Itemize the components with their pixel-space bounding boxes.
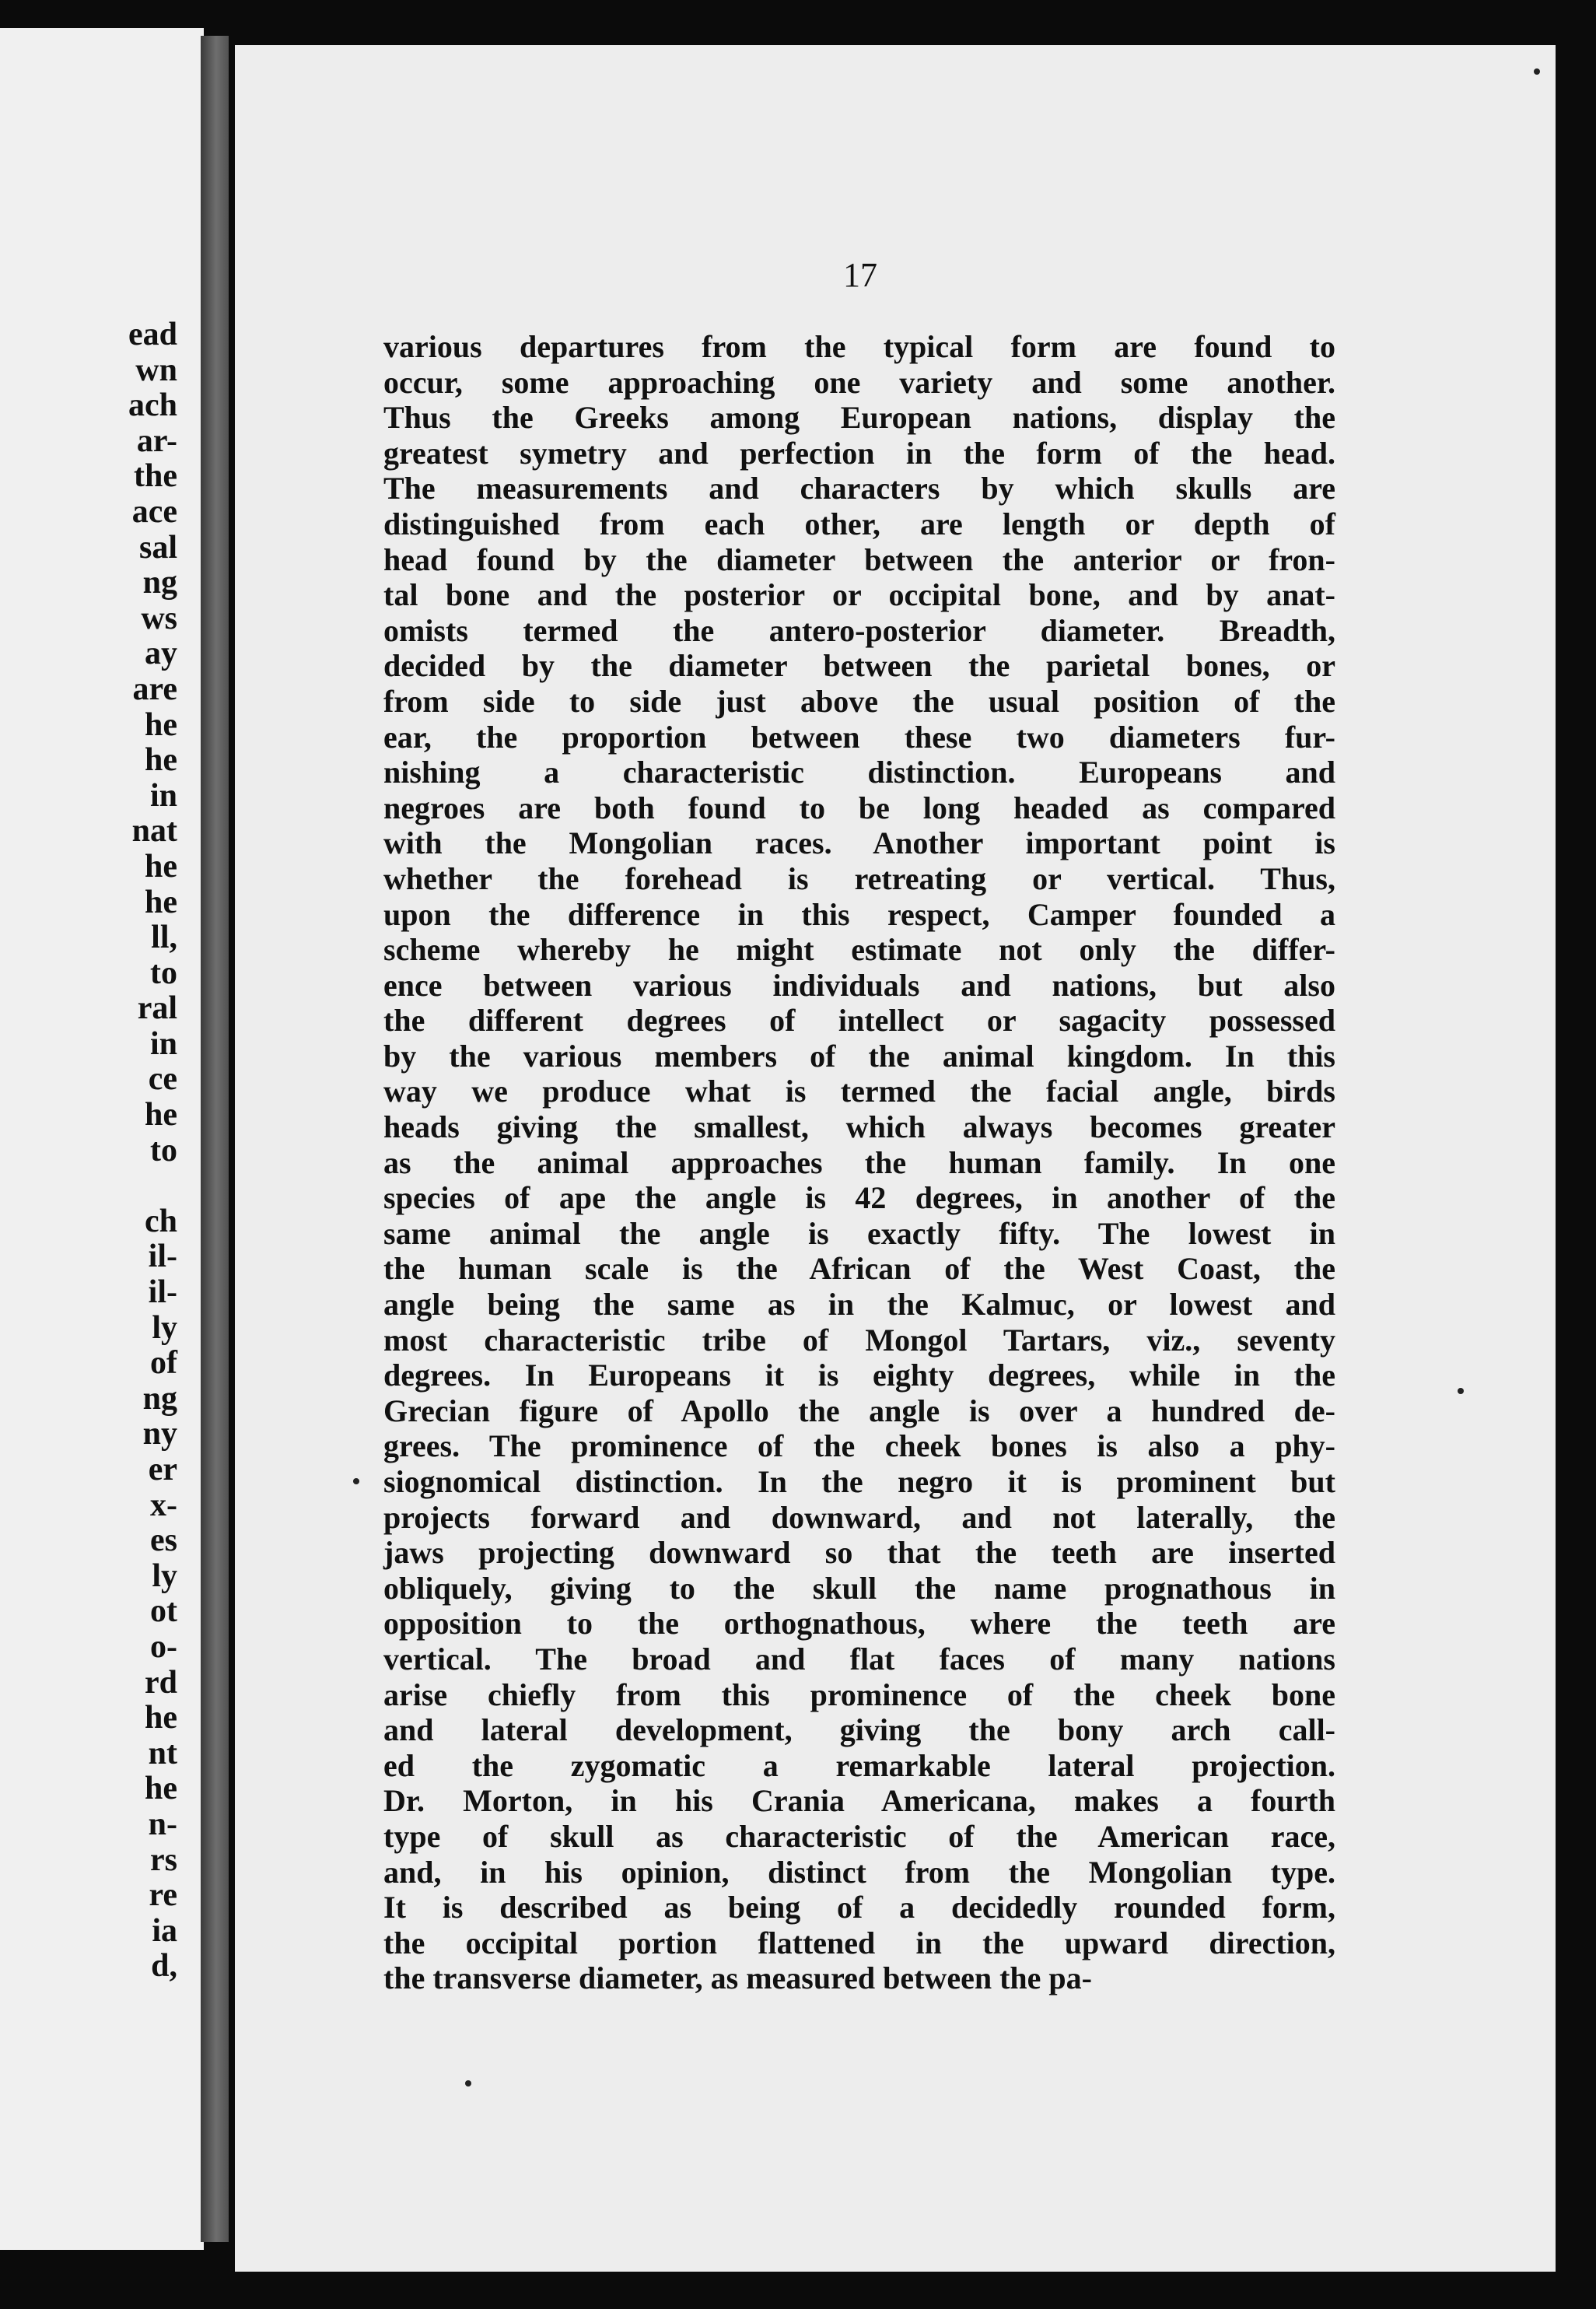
left-fragment: nat [131,813,177,850]
left-fragment: are [132,671,177,707]
text-line: the human scale is the African of the West Coast, the [383,1251,1335,1287]
left-fragment: ws [141,600,177,636]
text-line: distinguished from each other, are length or depth of [383,506,1335,541]
text-line: tal bone and the posterior or occipital bone, and by anat- [383,577,1335,613]
left-fragment: ace [131,493,177,530]
left-fragment: rs [150,1841,177,1878]
text-line: The measurements and characters by which skulls are [383,471,1335,506]
text-line: from side to side just above the usual position of the [383,683,1335,719]
left-fragment: ach [128,387,177,424]
left-fragment: rd [145,1664,177,1701]
left-fragment: ia [152,1912,177,1949]
left-fragment: ly [152,1309,177,1346]
left-fragment: ot [150,1593,177,1630]
text-line: the different degrees of intellect or sagacity possessed [383,1003,1335,1039]
text-line: same animal the angle is exactly fifty. The lowest in [383,1215,1335,1251]
left-fragment: es [150,1522,177,1559]
left-fragment: sal [138,529,177,566]
text-line: angle being the same as in the Kalmuc, or lowest and [383,1287,1335,1323]
text-line: occur, some approaching one variety and some another. [383,364,1335,400]
speck [1534,68,1540,75]
text-line: Grecian figure of Apollo the angle is over a hundred de- [383,1393,1335,1428]
text-line: omists termed the antero-posterior diameter. Breadth, [383,612,1335,648]
left-fragment: il- [148,1274,177,1311]
text-line: Dr. Morton, in his Crania Americana, makes a fourth [383,1783,1335,1819]
left-fragment: re [149,1877,177,1914]
left-fragment: ce [148,1061,177,1098]
text-line: ed the zygomatic a remarkable lateral projection. [383,1747,1335,1783]
left-fragment: ll, [151,920,177,956]
left-fragment: he [145,1097,177,1133]
left-fragment: ar- [136,422,177,459]
text-line: whether the forehead is retreating or vertical. Thus, [383,860,1335,896]
text-line: various departures from the typical form are found to [383,329,1335,364]
left-fragment: n- [148,1806,177,1842]
left-fragment: he [145,848,177,885]
body-text [383,329,1335,1996]
left-fragment: ng [142,1380,177,1417]
text-line: ence between various individuals and nations, but also [383,967,1335,1003]
text-line: projects forward and downward, and not laterally, the [383,1499,1335,1535]
text-line: vertical. The broad and flat faces of many nations [383,1641,1335,1677]
left-fragment: wn [135,352,177,388]
left-fragment: to [150,955,177,991]
text-line: species of ape the angle is 42 degrees, in another of the [383,1180,1335,1216]
left-fragment: to [150,1132,177,1169]
text-line: greatest symetry and perfection in the form of the head. [383,435,1335,471]
text-line: head found by the diameter between the anterior or fron- [383,541,1335,577]
text-line: obliquely, giving to the skull the name prognathous in [383,1570,1335,1606]
left-fragment: in [149,1025,177,1062]
left-fragment: ral [137,990,177,1027]
text-line: Thus the Greeks among European nations, display the [383,400,1335,436]
left-fragment: he [145,1771,177,1807]
left-fragment: il- [148,1239,177,1275]
text-line: way we produce what is termed the facial angle, birds [383,1074,1335,1109]
book-gutter [201,36,229,2242]
text-line: as the animal approaches the human family. In one [383,1144,1335,1180]
left-fragment: ny [142,1416,177,1452]
left-fragment: ly [152,1557,177,1594]
left-fragment: nt [148,1735,177,1771]
left-fragment: er [148,1452,177,1487]
text-line: type of skull as characteristic of the American race, [383,1818,1335,1854]
left-fragment: he [145,884,177,920]
left-fragment: ay [145,636,177,672]
left-fragment: ch [145,1203,177,1239]
text-line: decided by the diameter between the parietal bones, or [383,648,1335,684]
left-fragment: ng [142,565,177,601]
speck [1458,1388,1464,1394]
text-line: arise chiefly from this prominence of the cheek bone [383,1677,1335,1712]
left-fragment: ead [128,317,177,352]
text-line: nishing a characteristic distinction. Europeans and [383,755,1335,790]
left-fragment: the [134,458,177,495]
text-line: with the Mongolian races. Another important point is [383,825,1335,861]
left-fragment: x- [150,1487,177,1523]
text-line: and, in his opinion, distinct from the Mongolian type. [383,1854,1335,1890]
text-line: degrees. In Europeans it is eighty degrees, while in the [383,1358,1335,1393]
text-line: by the various members of the animal kingdom. In this [383,1038,1335,1074]
left-page [0,28,204,2250]
left-fragment: in [149,777,177,814]
text-line: ear, the proportion between these two diameters fur- [383,719,1335,755]
text-line: most characteristic tribe of Mongol Tartars, viz., seventy [383,1322,1335,1358]
left-fragment: o- [150,1628,177,1665]
text-line: scheme whereby he might estimate not only the differ- [383,932,1335,968]
text-line: upon the difference in this respect, Camper founded a [383,896,1335,932]
page-number: 17 [843,256,877,294]
right-page [235,45,1556,2272]
text-line: jaws projecting downward so that the teeth are inserted [383,1535,1335,1571]
left-page-text-fragments [128,317,177,1985]
text-line: It is described as being of a decidedly rounded form, [383,1890,1335,1925]
text-line: heads giving the smallest, which always becomes greater [383,1109,1335,1145]
text-line: grees. The prominence of the cheek bones is also a phy- [383,1428,1335,1464]
text-line: the transverse diameter, as measured between the pa- [383,1960,1092,1996]
text-line: and lateral development, giving the bony arch call- [383,1712,1335,1748]
left-fragment: he [145,706,177,743]
left-fragment: d, [151,1948,177,1985]
text-line: siognomical distinction. In the negro it is prominent but [383,1464,1335,1499]
left-fragment: he [145,1700,177,1736]
speck [353,1478,359,1484]
text-line: the occipital portion flattened in the upward direction, [383,1925,1335,1960]
text-line: opposition to the orthognathous, where the teeth are [383,1606,1335,1642]
left-fragment: of [150,1345,177,1382]
text-line: negroes are both found to be long headed as compared [383,790,1335,825]
speck [465,2080,471,2087]
left-fragment [128,1169,177,1204]
left-fragment: he [145,742,177,779]
